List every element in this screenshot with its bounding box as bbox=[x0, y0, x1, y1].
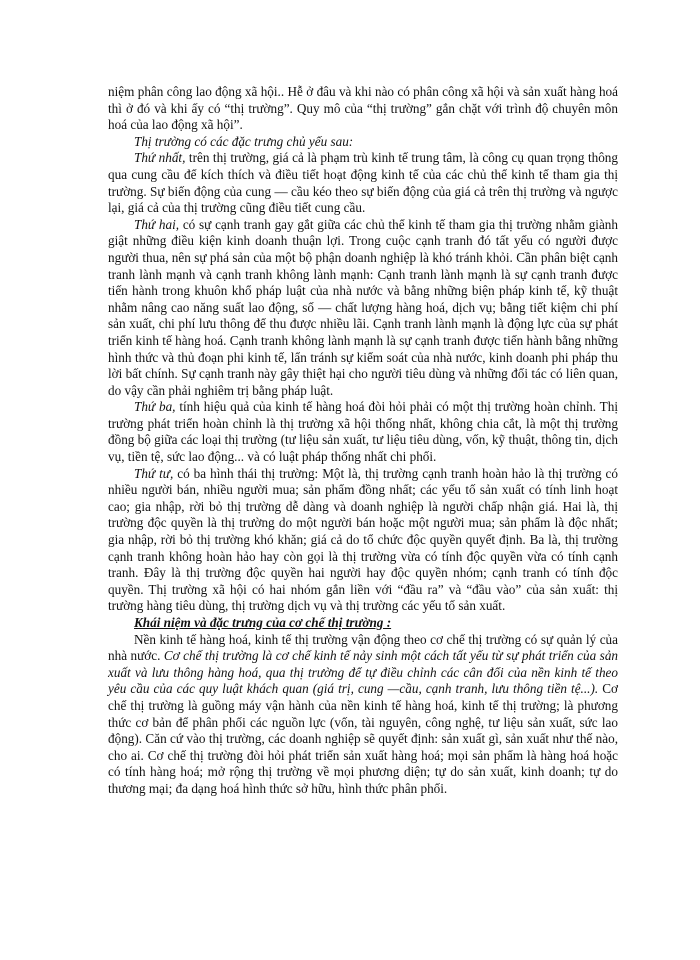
paragraph-mechanism-text: Cơ chế thị trường là guồng máy vận hành của nền kinh tế hàng hoá, kinh tế thị trường; là phương thức cơ bản để phân phối các nguồn lực (vốn, tài nguyên, công nghệ, tư liệu sản xuất, sức lao động). Căn cứ vào thị trường, các doanh nghiệp sẽ quyết định: sản xuất gì, sản xuất như thế nào, cho ai. Cơ chế thị trường đòi hỏi phát triển sản xuất hàng hoá; mọi sản phẩm là hàng hoá hoặc có tính hàng hoá; mở rộng thị trường về mọi phương diện; tự do sản xuất, kinh doanh; tự do thương mại; đa dạng hoá hình thức sở hữu, hình thức phân phối. bbox=[108, 681, 618, 796]
paragraph-fourth-text: có ba hình thái thị trường: Một là, thị trường cạnh tranh hoàn hảo là thị trường có nhiều người bán, nhiều người mua; sản phẩm đồng nhất; các yếu tố sản xuất có tính linh hoạt cao; gia nhập, rời bỏ thị trường dễ dàng và doanh nghiệp là người chấp nhận giá. Hai là, thị trường độc quyền là thị trường do một người bán hoặc một người mua; sản phẩm là độc nhất; gia nhập, rời bỏ thị trường khó khăn; giá cả do tổ chức độc quyền quyết định. Ba là, thị trường cạnh tranh không hoàn hảo hay còn gọi là thị trường vừa có tính độc quyền vừa có tính cạnh tranh. Đây là thị trường độc quyền hai người hay độc quyền nhóm; cạnh tranh có tính độc quyền. Thị trường xã hội có hai nhóm gắn liền với “đầu ra” và “đầu vào” của sản xuất: thị trường hàng tiêu dùng, thị trường dịch vụ và thị trường các yếu tố sản xuất. bbox=[108, 465, 619, 614]
paragraph-first bbox=[108, 150, 618, 216]
lead-first: Thứ nhất, bbox=[134, 150, 186, 166]
mechanism-definition: Cơ chế thị trường là cơ chế kinh tế nảy sinh một cách tất yếu từ sự phát triển của sản xuất và lưu thông hàng hoá, qua thị trường để tự điều chỉnh các cân đối của nền kinh tế theo yêu cầu của các quy luật khách quan (giá trị, cung —cầu, cạnh tranh, lưu thông tiền tệ...). bbox=[108, 648, 619, 697]
lead-second: Thứ hai, bbox=[134, 216, 180, 232]
paragraph-mechanism-intro: Nền kinh tế hàng hoá, kinh tế thị trường vận động theo cơ chế thị trường có sự quản lý của nhà nước. bbox=[108, 631, 618, 664]
paragraph-third-text: tính hiệu quả của kinh tế hàng hoá đòi hỏi phải có một thị trường hoàn chỉnh. Thị trường phát triển hoàn chỉnh là thị trường xã hội thống nhất, không chia cắt, là một thị trường đồng bộ giữa các loại thị trường (tư liệu sản xuất, tư liệu tiêu dùng, vốn, kỹ thuật, thông tin, dịch vụ, tiền tệ, sức lao động... và có luật pháp thống nhất chi phối. bbox=[108, 399, 618, 465]
paragraph-third bbox=[108, 399, 618, 465]
paragraph-mechanism bbox=[108, 632, 618, 798]
paragraph-fourth bbox=[108, 466, 618, 615]
lead-fourth: Thứ tư, bbox=[134, 465, 174, 481]
paragraph-continuation: niệm phân công lao động xã hội.. Hễ ở đâu và khi nào có phân công xã hội và sản xuất hàng hoá thì ở đó và khi ấy có “thị trường”. Quy mô của “thị trường” gắn chặt với trình độ chuyên môn hoá của lao động xã hội”. bbox=[108, 84, 618, 133]
paragraph-second bbox=[108, 217, 618, 400]
lead-third: Thứ ba, bbox=[134, 399, 176, 415]
section-heading-market-mechanism: Khái niệm và đặc trưng của cơ chế thị trường : bbox=[134, 615, 392, 630]
paragraph-first-text: trên thị trường, giá cả là phạm trù kinh tế trung tâm, là công cụ quan trọng thông qua cung cầu để kích thích và điều tiết hoạt động kinh tế của các chủ thể kinh tế tham gia thị trường. Sự biến động của cung — cầu kéo theo sự biến động của giá cả trên thị trường và ngược lại, giá cả của thị trường cũng điều tiết cung cầu. bbox=[108, 150, 618, 216]
paragraph-second-text: có sự cạnh tranh gay gắt giữa các chủ thể kinh tế tham gia thị trường nhằm giành giật những điều kiện kinh doanh thuận lợi. Trong cuộc cạnh tranh đó tất yếu có người được người thua, nên sự phá sản của một bộ phận doanh nghiệp là khó tránh khỏi. Cần phân biệt cạnh tranh lành mạnh và cạnh tranh không lành mạnh: Cạnh tranh lành mạnh là sự cạnh tranh được tiến hành trong khuôn khổ pháp luật của nhà nước và bằng những biện pháp kinh tế, kỹ thuật nhằm nâng cao năng suất lao động, số — chất lượng hàng hoá, dịch vụ; bằng tiết kiệm chi phí sản xuất, chi phí lưu thông để thu được nhiều lãi. Cạnh tranh lành mạnh là động lực của sự phát triển kinh tế hàng hoá. Cạnh tranh không lành mạnh là sự cạnh tranh được tiến hành bằng những hình thức và thủ đoạn phi kinh tế, lẩn tránh sự kiểm soát của nhà nước, kinh doanh phi pháp thu lời bất chính. Sự cạnh tranh này gây thiệt hại cho người tiêu dùng và những đối tác có liên quan, do vậy cần phải nghiêm trị bằng pháp luật. bbox=[108, 216, 618, 398]
section-heading-market-features: Thị trường có các đặc trưng chủ yếu sau: bbox=[134, 133, 354, 149]
